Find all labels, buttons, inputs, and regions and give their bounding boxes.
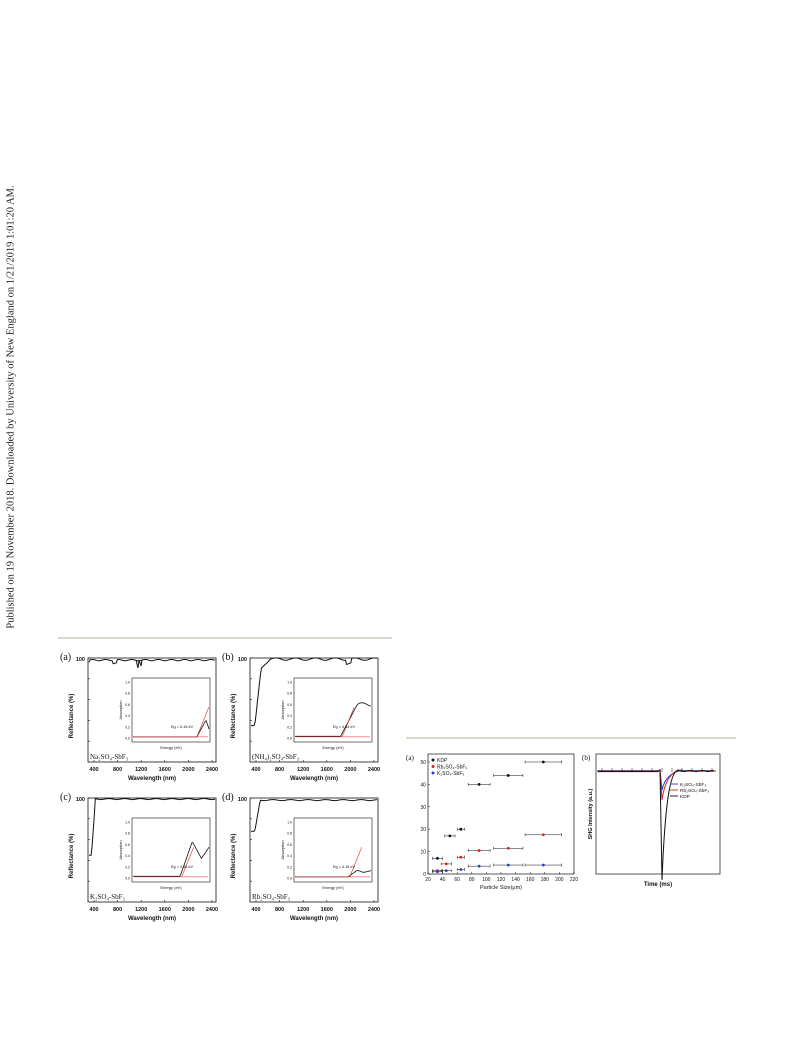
y-axis-label: SHG Intensity (a.u.) (588, 788, 594, 840)
x-axis-label: Wavelength (nm) (289, 776, 339, 782)
inset-y-tick: 0.8 (125, 831, 130, 836)
x-tick-label: 2400 (367, 767, 381, 773)
y-tick-label: 30 (420, 804, 426, 811)
inset-y-tick: 0.6 (287, 702, 292, 707)
x-tick-label: 2400 (367, 907, 381, 913)
x-tick-label: 160 (526, 877, 535, 883)
panel-label: (a) (60, 652, 72, 663)
y-tick-label: 100 (237, 657, 247, 663)
x-tick-label: 2400 (205, 767, 219, 773)
inset-y-tick: 0.2 (287, 865, 292, 870)
x-tick-label: 140 (511, 877, 520, 883)
inset-y-tick: 0.6 (287, 842, 292, 847)
data-point (478, 849, 481, 852)
inset-y-tick: 1.0 (125, 680, 130, 685)
legend-label: KDP (437, 758, 448, 764)
data-point (507, 847, 510, 850)
inset-y-tick: 0.4 (125, 714, 130, 719)
x-tick-label: 120 (496, 877, 506, 883)
legend-label: Rb₂SO₄-SbF₃ (680, 789, 710, 794)
x-tick-label: 400 (89, 907, 99, 913)
inset-y-tick: 0.0 (125, 876, 130, 881)
x-tick-label: 180 (540, 877, 549, 883)
inset-y-tick: 0.8 (287, 831, 292, 836)
y-tick-label: 100 (75, 797, 85, 803)
inset-y-tick: 1.0 (287, 680, 292, 685)
x-tick-label: 2000 (182, 767, 195, 773)
x-tick-label: 1600 (158, 907, 171, 913)
inset-x-label: Energy (eV) (160, 745, 182, 750)
panel-label: (d) (222, 792, 234, 803)
x-tick-label: 200 (555, 877, 564, 883)
reflectance-figure (60, 648, 390, 922)
noise-spike (136, 660, 142, 668)
x-tick-label: 80 (469, 877, 475, 883)
inset-y-label: Absorption (280, 700, 285, 720)
divider-right (406, 737, 736, 739)
series-1 (432, 833, 561, 872)
legend-label: KDP (680, 795, 690, 800)
inset-y-tick: 0.4 (125, 854, 130, 859)
x-tick-label: 1600 (320, 907, 333, 913)
x-tick-label: 800 (113, 907, 123, 913)
inset-y-tick: 0.8 (125, 691, 130, 696)
x-tick-label: 2000 (344, 767, 357, 773)
x-tick-label: 1200 (135, 907, 148, 913)
inset-y-tick: 0.6 (125, 842, 130, 847)
inset-frame (294, 678, 372, 742)
inset-y-label: Absorption (118, 840, 123, 860)
inset-y-tick: 0.2 (125, 725, 130, 730)
compound-label: Na₂SO₄-SbF₃ (90, 753, 129, 761)
inset-y-tick: 1.0 (287, 820, 292, 825)
inset-y-tick: 0.0 (287, 876, 292, 881)
data-point (459, 868, 462, 871)
x-tick-label: 220 (569, 877, 579, 883)
bandgap-label: Eg = 5.15 eV (171, 725, 194, 729)
data-point (542, 864, 545, 867)
publication-note-text: Published on 19 November 2018. Downloaded by University of New England on 1/21/2019 1:01:20 AM. (5, 185, 17, 629)
data-point (478, 865, 481, 868)
legend-marker (432, 765, 435, 768)
data-point (436, 870, 439, 873)
legend-marker (432, 772, 435, 775)
inset-y-tick: 0.4 (287, 714, 292, 719)
x-tick-label: 400 (89, 767, 99, 773)
legend-label: K₂SO₄-SbF₃ (680, 783, 707, 788)
x-tick-label: 1200 (135, 767, 148, 773)
legend-label: Rb₂SO₄-SbF₃ (437, 764, 468, 771)
inset-y-tick: 0.8 (287, 691, 292, 696)
data-point (478, 783, 481, 786)
x-axis-label: Particle Size(μm) (480, 885, 522, 891)
x-axis-label: Wavelength (nm) (289, 916, 339, 922)
y-axis-label: Reflectance (%) (231, 693, 237, 739)
y-tick-label: 100 (237, 797, 247, 803)
inset-y-tick: 0.4 (287, 854, 292, 859)
y-axis-label: Reflectance (%) (69, 693, 75, 739)
x-tick-label: 1600 (158, 767, 171, 773)
reflectance-panel (60, 792, 218, 922)
reflectance-panel (60, 652, 218, 782)
x-tick-label: 2000 (182, 907, 195, 913)
y-tick-label: 0 (423, 872, 426, 878)
x-axis-label: Wavelength (nm) (127, 776, 177, 782)
compound-label: (NH₄)₂SO₄-SbF₃ (252, 753, 300, 761)
inset-x-label: Energy (eV) (322, 885, 344, 890)
y-tick-label: 10 (420, 849, 426, 856)
inset-y-tick: 0.2 (287, 725, 292, 730)
x-tick-label: 60 (454, 877, 460, 883)
inset-y-tick: 0.0 (287, 736, 292, 741)
data-point (542, 833, 545, 836)
y-tick-label: 20 (420, 827, 426, 834)
legend-marker (432, 759, 435, 762)
x-tick-label: 2400 (205, 907, 219, 913)
reflectance-curve (89, 660, 215, 664)
data-point (542, 761, 545, 764)
inset-y-tick: 0.2 (125, 865, 130, 870)
y-tick-label: 50 (420, 760, 426, 766)
x-tick-label: 1600 (320, 767, 333, 773)
legend-label: K₂SO₄-SbF₃ (437, 771, 465, 777)
inset-y-label: Absorption (280, 840, 285, 860)
data-point (507, 774, 510, 777)
data-point (507, 864, 510, 867)
panel-label: (b) (582, 754, 591, 762)
y-axis-label: Reflectance (%) (231, 833, 237, 879)
x-tick-label: 20 (425, 877, 431, 883)
panel-label: (a) (406, 754, 414, 762)
inset-y-tick: 0.0 (125, 736, 130, 741)
bandgap-label: Eg = 4.46 eV (171, 865, 194, 869)
inset-frame (132, 678, 210, 742)
inset-x-label: Energy (eV) (160, 885, 182, 890)
x-tick-label: 1200 (297, 767, 310, 773)
data-point (459, 828, 462, 831)
x-tick-label: 1200 (297, 907, 310, 913)
reflectance-panel (222, 792, 380, 922)
particle-size-chart (404, 750, 580, 892)
panel-label: (c) (60, 792, 72, 803)
inset-frame (132, 818, 210, 882)
data-point (449, 835, 452, 838)
y-tick-label: 40 (420, 782, 426, 789)
bandgap-label: Eg = 4.16 eV (333, 865, 356, 869)
x-tick-label: 400 (251, 907, 261, 913)
compound-label: K₂SO₄-SbF₃ (90, 893, 125, 901)
publication-note (4, 182, 18, 632)
x-tick-label: 400 (251, 767, 261, 773)
series-2 (432, 864, 561, 874)
divider-left (58, 637, 392, 639)
x-axis-label: Time (ms) (643, 882, 673, 888)
inset-y-tick: 1.0 (125, 820, 130, 825)
x-tick-label: 800 (113, 767, 123, 773)
data-point (445, 863, 448, 866)
x-tick-label: 800 (275, 767, 285, 773)
y-tick-label: 100 (75, 657, 85, 663)
data-point (445, 869, 448, 872)
compound-label: Rb₂SO₄-SbF₃ (252, 893, 291, 901)
data-point (459, 856, 462, 859)
inset-x-label: Energy (eV) (322, 745, 344, 750)
data-point (436, 857, 439, 860)
inset-y-tick: 0.6 (125, 702, 130, 707)
bandgap-label: Eg = 4.34 eV (333, 725, 356, 729)
reflectance-panel (222, 652, 380, 782)
panel-label: (b) (222, 652, 234, 663)
x-tick-label: 100 (482, 877, 491, 883)
y-axis-label: Reflectance (%) (69, 833, 75, 879)
x-axis-label: Wavelength (nm) (127, 916, 177, 922)
x-tick-label: 40 (439, 877, 446, 883)
x-tick-label: 800 (275, 907, 285, 913)
x-tick-label: 2000 (344, 907, 357, 913)
shg-intensity-chart (582, 750, 724, 892)
inset-y-label: Absorption (118, 700, 123, 720)
